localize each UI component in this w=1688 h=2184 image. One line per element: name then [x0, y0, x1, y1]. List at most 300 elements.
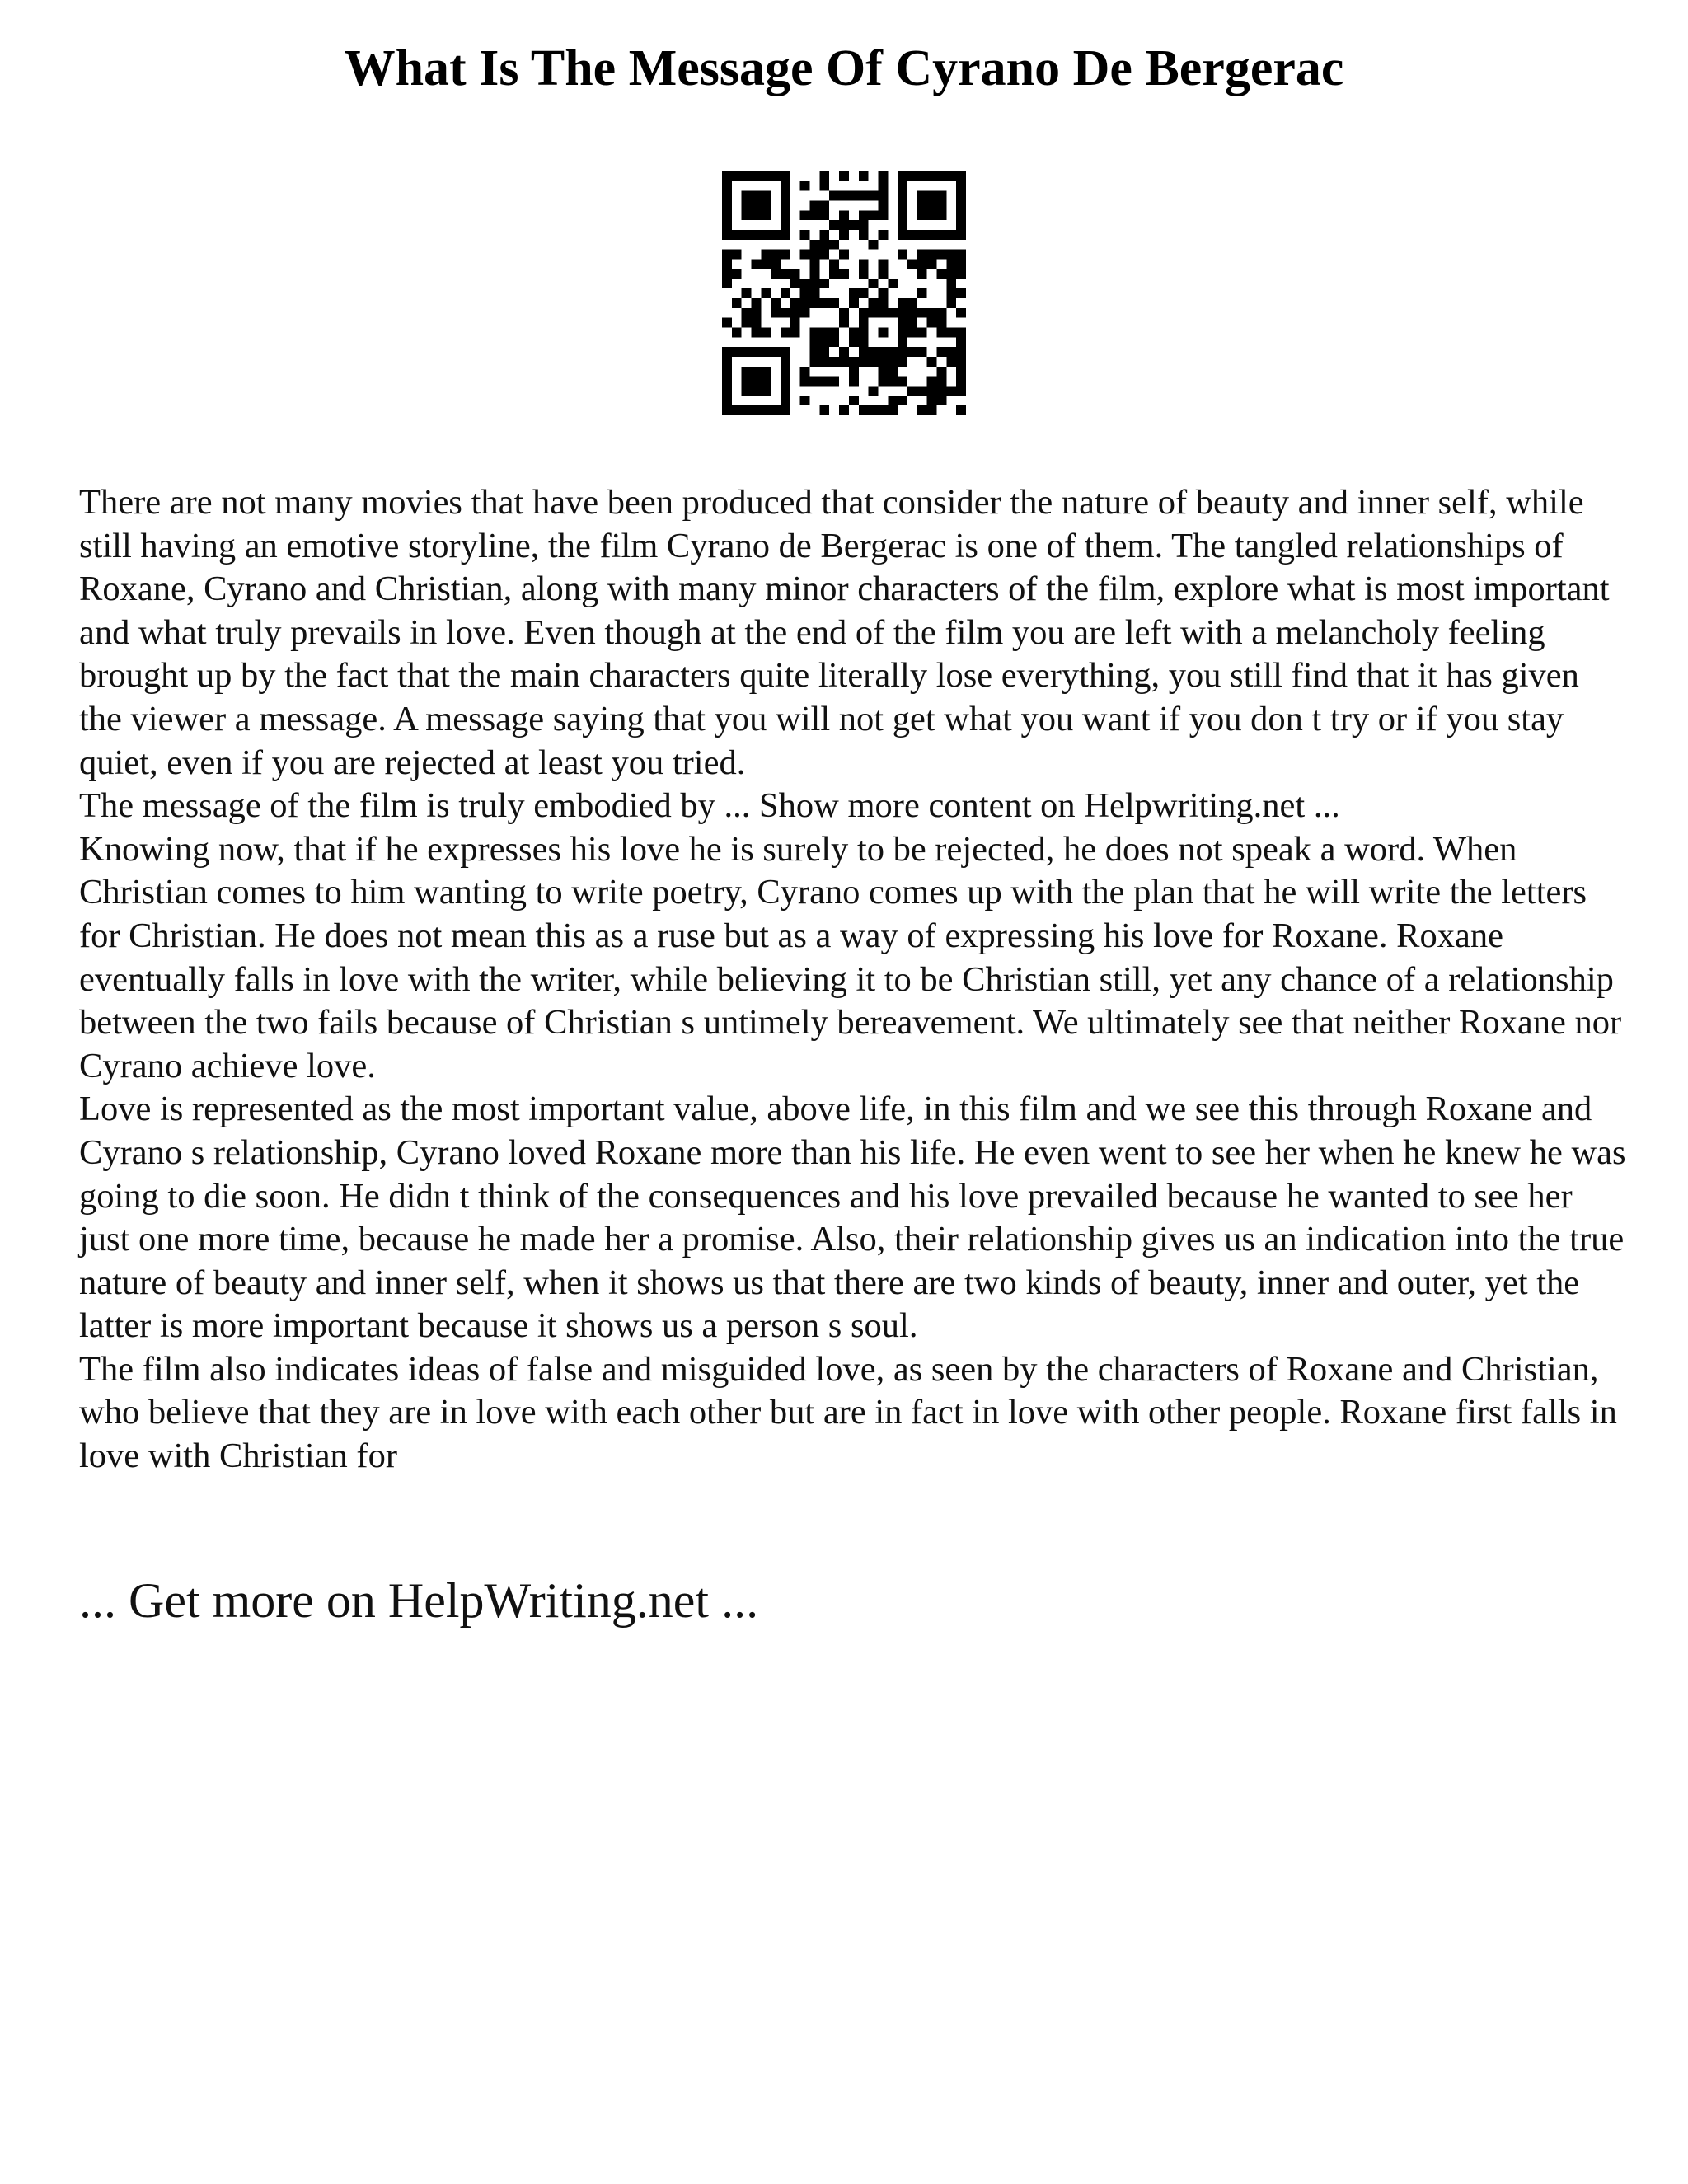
qr-module [810, 279, 820, 288]
qr-module [888, 308, 898, 318]
qr-module [869, 210, 879, 220]
qr-module [956, 210, 966, 220]
qr-module [761, 201, 771, 211]
qr-module [859, 210, 869, 220]
qr-module [839, 269, 849, 279]
qr-module [859, 357, 869, 367]
paragraph: There are not many movies that have been produced that consider the nature of beauty and inner self, while still having an emotive storyline, the film Cyrano de Bergerac is one of them. The tangled relationships of Roxane, Cyrano and Christian, along with many minor characters of the film, explore what is most important and what truly prevails in love. Even though at the end of the film you are left with a melancholy feeling brought up by the fact that the main characters quite literally lose everything, you still find that it has given the viewer a message. A message saying that you will not get what you want if you don t try or if you stay quiet, even if you are rejected at least you tried. [79, 483, 1610, 782]
qr-module [917, 288, 927, 298]
qr-module [732, 250, 742, 260]
qr-module [742, 405, 752, 415]
qr-module [917, 210, 927, 220]
qr-module [722, 230, 732, 240]
qr-module [839, 230, 849, 240]
qr-module [859, 337, 869, 347]
qr-module [956, 250, 966, 260]
qr-module [800, 279, 810, 288]
qr-module [752, 260, 762, 269]
qr-code-graphic [722, 171, 966, 415]
qr-module [946, 279, 956, 288]
qr-module [898, 347, 907, 357]
paragraph: Knowing now, that if he expresses his love he is surely to be rejected, he does not speak a word. When Christian comes to him wanting to write poetry, Cyrano comes up with the plan that he will write the letters for Christian. He does not mean this as a ruse but as a way of expressing his love for Roxane. Roxane eventually falls in love with the writer, while believing it to be Christian still, yet any chance of a relationship between the two fails because of Christian s untimely bereavement. We ultimately see that neither Roxane nor Cyrano achieve love. [79, 829, 1622, 1085]
qr-module [790, 269, 800, 279]
qr-module [888, 347, 898, 357]
qr-module [907, 386, 917, 396]
qr-module [810, 210, 820, 220]
qr-module [907, 171, 917, 181]
qr-module [956, 327, 966, 337]
qr-module [956, 405, 966, 415]
qr-module [722, 396, 732, 405]
qr-module [742, 347, 752, 357]
qr-module [771, 405, 781, 415]
qr-module [810, 327, 820, 337]
qr-module [761, 327, 771, 337]
qr-module [936, 210, 946, 220]
qr-module [771, 298, 781, 308]
get-more-link[interactable]: ... Get more on HelpWriting.net ... [79, 1573, 759, 1628]
qr-module [859, 191, 869, 201]
qr-module [888, 396, 898, 405]
qr-module [907, 308, 917, 318]
qr-module [810, 240, 820, 250]
qr-module [761, 250, 771, 260]
qr-module [849, 288, 859, 298]
qr-module [761, 171, 771, 181]
qr-module [752, 367, 762, 377]
qr-module [752, 210, 762, 220]
qr-module [742, 201, 752, 211]
qr-module [956, 201, 966, 211]
qr-module [771, 250, 781, 260]
qr-module [849, 396, 859, 405]
qr-module [936, 269, 946, 279]
qr-module [898, 181, 907, 191]
qr-module [956, 308, 966, 318]
qr-module [781, 269, 790, 279]
qr-module [810, 298, 820, 308]
qr-module [829, 191, 839, 201]
qr-module [917, 269, 927, 279]
qr-module [722, 201, 732, 211]
qr-module [927, 386, 937, 396]
qr-module [781, 220, 790, 230]
qr-module [956, 220, 966, 230]
qr-module [781, 288, 790, 298]
article-body [79, 481, 1629, 1479]
qr-module [771, 308, 781, 318]
qr-module [878, 357, 888, 367]
qr-module [819, 240, 829, 250]
qr-module [849, 298, 859, 308]
qr-module [859, 405, 869, 415]
qr-module [781, 201, 790, 211]
qr-module [790, 279, 800, 288]
qr-module [829, 240, 839, 250]
qr-module [878, 327, 888, 337]
qr-module [888, 377, 898, 387]
qr-module [839, 220, 849, 230]
qr-module [869, 347, 879, 357]
qr-module [800, 250, 810, 260]
qr-module [781, 377, 790, 387]
qr-module [859, 308, 869, 318]
qr-module [752, 347, 762, 357]
qr-module [888, 367, 898, 377]
qr-module [907, 230, 917, 240]
qr-module [917, 327, 927, 337]
qr-module [936, 201, 946, 211]
qr-module [869, 308, 879, 318]
qr-module [898, 191, 907, 201]
qr-module [946, 260, 956, 269]
qr-module [917, 260, 927, 269]
qr-module [936, 191, 946, 201]
qr-module [956, 230, 966, 240]
qr-module [898, 377, 907, 387]
qr-module [878, 288, 888, 298]
qr-module [771, 230, 781, 240]
qr-module [781, 367, 790, 377]
qr-module [810, 377, 820, 387]
qr-module [859, 220, 869, 230]
qr-module [927, 405, 937, 415]
qr-module [742, 367, 752, 377]
qr-module [810, 337, 820, 347]
qr-module [898, 337, 907, 347]
qr-module [810, 201, 820, 211]
qr-module [761, 386, 771, 396]
qr-module [936, 386, 946, 396]
qr-module [927, 230, 937, 240]
qr-module [936, 308, 946, 318]
qr-module [800, 396, 810, 405]
qr-module [752, 377, 762, 387]
qr-module [927, 191, 937, 201]
qr-module [810, 269, 820, 279]
qr-module [810, 357, 820, 367]
qr-module [927, 250, 937, 260]
qr-module [800, 298, 810, 308]
qr-module [829, 357, 839, 367]
qr-module [946, 269, 956, 279]
qr-module [878, 308, 888, 318]
qr-module [878, 269, 888, 279]
qr-module [917, 405, 927, 415]
qr-module [752, 298, 762, 308]
paragraph: Love is represented as the most important value, above life, in this film and we see this through Roxane and Cyrano s relationship, Cyrano loved Roxane more than his life. He even went to see her when he knew he was going to die soon. He didn t think of the consequences and his love prevailed because he wanted to see her just one more time, because he made her a promise. Also, their relationship gives us an indication into the true nature of beauty and inner self, when it shows us that there are two kinds of beauty, inner and outer, yet the latter is more important because it shows us a person s soul. [79, 1090, 1626, 1346]
qr-module [849, 367, 859, 377]
qr-module [781, 230, 790, 240]
qr-module [839, 318, 849, 328]
qr-module [946, 347, 956, 357]
qr-module [752, 318, 762, 328]
qr-module [732, 230, 742, 240]
qr-module [722, 220, 732, 230]
qr-module [956, 191, 966, 201]
qr-module [742, 230, 752, 240]
qr-module [732, 327, 742, 337]
qr-module [722, 318, 732, 328]
qr-module [898, 230, 907, 240]
qr-module [917, 347, 927, 357]
qr-module [819, 230, 829, 240]
qr-module [878, 230, 888, 240]
qr-module [936, 327, 946, 337]
qr-module [946, 288, 956, 298]
qr-module [956, 367, 966, 377]
qr-module [732, 269, 742, 279]
qr-module [956, 269, 966, 279]
qr-module [936, 367, 946, 377]
qr-module [849, 191, 859, 201]
qr-module [898, 250, 907, 260]
qr-module [878, 201, 888, 211]
qr-module [859, 288, 869, 298]
qr-module [859, 318, 869, 328]
qr-module [722, 386, 732, 396]
qr-module [859, 260, 869, 269]
qr-module [956, 337, 966, 347]
qr-module [839, 250, 849, 260]
qr-module [878, 347, 888, 357]
qr-module [742, 191, 752, 201]
qr-module [927, 308, 937, 318]
qr-module [839, 357, 849, 367]
qr-module [781, 347, 790, 357]
qr-module [956, 171, 966, 181]
qr-module [781, 405, 790, 415]
qr-module [781, 171, 790, 181]
qr-module [829, 377, 839, 387]
qr-module [839, 191, 849, 201]
qr-module [732, 171, 742, 181]
qr-module [810, 260, 820, 269]
qr-module [878, 405, 888, 415]
qr-module [859, 230, 869, 240]
page-title: What Is The Message Of Cyrano De Bergerac [344, 40, 1344, 96]
qr-module [878, 191, 888, 201]
qr-module [732, 405, 742, 415]
qr-module [898, 298, 907, 308]
qr-module [878, 367, 888, 377]
qr-module [869, 298, 879, 308]
qr-module [917, 230, 927, 240]
qr-module [781, 250, 790, 260]
qr-module [956, 357, 966, 367]
qr-module [917, 171, 927, 181]
qr-module [742, 171, 752, 181]
qr-module [878, 181, 888, 191]
qr-module [752, 171, 762, 181]
qr-module [946, 171, 956, 181]
qr-module [946, 357, 956, 367]
qr-module [849, 357, 859, 367]
qr-module [722, 171, 732, 181]
qr-module [819, 298, 829, 308]
qr-module [800, 308, 810, 318]
qr-module [790, 298, 800, 308]
qr-module [869, 386, 879, 396]
qr-module [742, 318, 752, 328]
qr-module [859, 347, 869, 357]
qr-module [761, 230, 771, 240]
qr-module [898, 220, 907, 230]
qr-module [819, 201, 829, 211]
qr-module [722, 357, 732, 367]
qr-module [722, 260, 732, 269]
qr-module [917, 250, 927, 260]
qr-module [742, 288, 752, 298]
qr-module [927, 210, 937, 220]
qr-module [781, 191, 790, 201]
qr-module [790, 308, 800, 318]
qr-module [936, 377, 946, 387]
qr-code-icon [722, 171, 966, 415]
qr-module [849, 377, 859, 387]
qr-module [956, 288, 966, 298]
qr-module [956, 386, 966, 396]
qr-module [800, 288, 810, 298]
qr-module [761, 377, 771, 387]
qr-module [810, 250, 820, 260]
qr-module [781, 327, 790, 337]
qr-module [917, 308, 927, 318]
qr-module [722, 347, 732, 357]
qr-module [927, 201, 937, 211]
qr-module [800, 367, 810, 377]
qr-module [927, 357, 937, 367]
qr-module [869, 191, 879, 201]
qr-module [819, 347, 829, 357]
qr-module [819, 210, 829, 220]
qr-module [839, 210, 849, 220]
qr-module [946, 250, 956, 260]
qr-module [946, 230, 956, 240]
qr-module [752, 191, 762, 201]
qr-module [829, 298, 839, 308]
qr-module [722, 250, 732, 260]
qr-module [761, 260, 771, 269]
qr-module [722, 367, 732, 377]
qr-module [898, 210, 907, 220]
qr-module [829, 269, 839, 279]
qr-module [888, 357, 898, 367]
qr-module [907, 260, 917, 269]
qr-module [781, 357, 790, 367]
qr-module [859, 327, 869, 337]
qr-module [839, 171, 849, 181]
qr-module [781, 181, 790, 191]
qr-module [761, 405, 771, 415]
qr-module [878, 171, 888, 181]
qr-module [761, 347, 771, 357]
qr-module [936, 347, 946, 357]
qr-module [898, 396, 907, 405]
qr-module [956, 181, 966, 191]
qr-module [742, 210, 752, 220]
qr-module [927, 318, 937, 328]
qr-module [917, 201, 927, 211]
qr-module [878, 377, 888, 387]
qr-module [771, 269, 781, 279]
qr-module [936, 396, 946, 405]
qr-module [761, 288, 771, 298]
paragraph: The film also indicates ideas of false and misguided love, as seen by the characters of Roxane and Christian, who believe that they are in love with each other but are in fact in love with other people. Roxane first falls in love with Christian for [79, 1349, 1617, 1476]
qr-module [878, 260, 888, 269]
qr-module [819, 171, 829, 181]
qr-module [819, 250, 829, 260]
qr-module [898, 171, 907, 181]
qr-module [800, 181, 810, 191]
qr-module [878, 210, 888, 220]
qr-module [956, 260, 966, 269]
qr-module [869, 279, 879, 288]
qr-module [771, 260, 781, 269]
qr-module [761, 191, 771, 201]
qr-module [927, 260, 937, 269]
qr-module [936, 230, 946, 240]
qr-module [819, 337, 829, 347]
qr-module [829, 337, 839, 347]
qr-module [956, 377, 966, 387]
qr-module [781, 396, 790, 405]
qr-module [936, 250, 946, 260]
qr-module [752, 405, 762, 415]
qr-module [819, 377, 829, 387]
qr-module [742, 377, 752, 387]
qr-module [907, 327, 917, 337]
qr-module [722, 210, 732, 220]
qr-module [742, 308, 752, 318]
qr-module [819, 279, 829, 288]
qr-module [907, 318, 917, 328]
qr-module [869, 405, 879, 415]
qr-module [859, 171, 869, 181]
qr-module [800, 377, 810, 387]
qr-module [927, 377, 937, 387]
qr-module [839, 405, 849, 415]
qr-module [888, 279, 898, 288]
qr-module [869, 357, 879, 367]
qr-module [946, 298, 956, 308]
qr-module [878, 298, 888, 308]
qr-module [761, 210, 771, 220]
qr-module [907, 347, 917, 357]
qr-module [781, 308, 790, 318]
qr-module [869, 240, 879, 250]
qr-module [771, 171, 781, 181]
qr-module [819, 405, 829, 415]
qr-module [752, 230, 762, 240]
qr-module [839, 347, 849, 357]
paragraph: The message of the film is truly embodied by ... Show more content on Helpwriting.net ... [79, 786, 1340, 826]
qr-module [800, 210, 810, 220]
qr-module [819, 327, 829, 337]
qr-module [917, 386, 927, 396]
qr-module [722, 269, 732, 279]
qr-module [781, 386, 790, 396]
qr-module [722, 405, 732, 415]
qr-module [722, 279, 732, 288]
qr-module [849, 337, 859, 347]
qr-module [752, 308, 762, 318]
qr-module [819, 357, 829, 367]
qr-module [898, 318, 907, 328]
qr-module [800, 230, 810, 240]
qr-module [722, 181, 732, 191]
qr-module [752, 386, 762, 396]
